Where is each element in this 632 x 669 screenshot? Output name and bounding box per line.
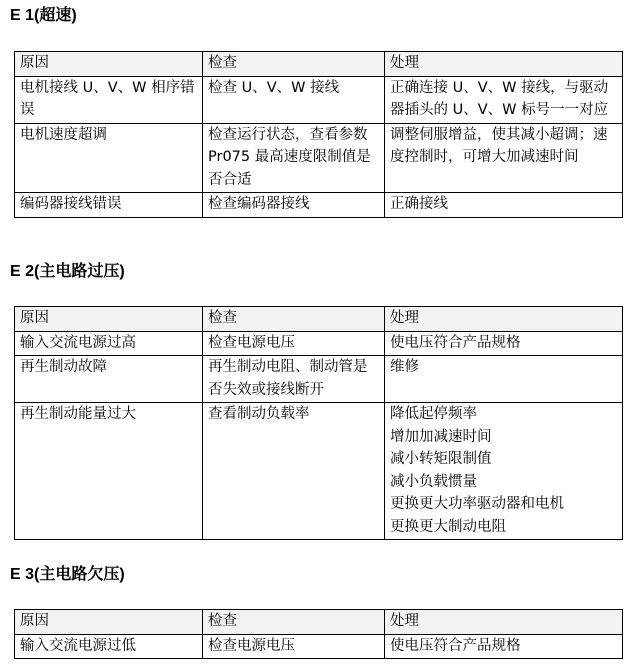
header-cause: 原因	[15, 52, 203, 77]
fault-table-e2	[14, 306, 623, 540]
action-item: 增加加减速时间	[390, 428, 492, 445]
header-action: 处理	[385, 307, 623, 332]
header-cause: 原因	[15, 307, 203, 332]
cell-check: 检查电源电压	[203, 331, 385, 356]
fault-table-e1	[14, 51, 623, 218]
cell-cause: 再生制动能量过大	[15, 403, 203, 540]
section-title-e3: E 3(主电路欠压)	[10, 566, 125, 583]
cell-action: 正确连接 U、V、W 接线，与驱动器插头的 U、V、W 标号一一对应	[385, 76, 623, 123]
header-check: 检查	[203, 52, 385, 77]
table-row	[15, 356, 623, 403]
cell-cause: 输入交流电源过低	[15, 634, 203, 659]
cell-check: 检查电源电压	[203, 634, 385, 659]
cell-action: 使电压符合产品规格	[385, 634, 623, 659]
action-item: 减小负载惯量	[390, 473, 477, 490]
table-header-row	[15, 52, 623, 77]
action-item: 更换更大功率驱动器和电机	[390, 496, 564, 512]
cell-action: 维修	[385, 356, 623, 403]
cell-cause: 输入交流电源过高	[15, 331, 203, 356]
cell-check: 检查运行状态，查看参数 Pr075 最高速度限制值是否合适	[203, 123, 385, 193]
action-item: 更换更大制动电阻	[390, 518, 506, 535]
table-row	[15, 634, 623, 659]
cell-action: 正确接线	[385, 193, 623, 218]
cell-cause: 电机接线 U、V、W 相序错误	[15, 76, 203, 123]
cell-cause: 电机速度超调	[15, 123, 203, 193]
cell-check: 检查编码器接线	[203, 193, 385, 218]
action-item: 降低起停频率	[390, 406, 477, 422]
table-row	[15, 331, 623, 356]
header-check: 检查	[203, 610, 385, 635]
table-row	[15, 403, 623, 540]
action-item: 减小转矩限制值	[390, 451, 492, 467]
section-title-e1: E 1(超速)	[10, 7, 77, 24]
cell-action-list	[385, 403, 623, 540]
section-title-e2: E 2(主电路过压)	[10, 263, 125, 280]
header-action: 处理	[385, 610, 623, 635]
fault-table-e3	[14, 609, 623, 659]
table-header-row	[15, 307, 623, 332]
table-row	[15, 76, 623, 123]
cell-cause: 再生制动故障	[15, 356, 203, 403]
cell-cause: 编码器接线错误	[15, 193, 203, 218]
cell-check: 检查 U、V、W 接线	[203, 76, 385, 123]
header-check: 检查	[203, 307, 385, 332]
table-header-row	[15, 610, 623, 635]
cell-action: 使电压符合产品规格	[385, 331, 623, 356]
cell-check: 再生制动电阻、制动管是否失效或接线断开	[203, 356, 385, 403]
header-action: 处理	[385, 52, 623, 77]
header-cause: 原因	[15, 610, 203, 635]
table-row	[15, 123, 623, 193]
cell-check: 查看制动负载率	[203, 403, 385, 540]
cell-action: 调整伺服增益，使其减小超调；速度控制时，可增大加减速时间	[385, 123, 623, 193]
table-row	[15, 193, 623, 218]
